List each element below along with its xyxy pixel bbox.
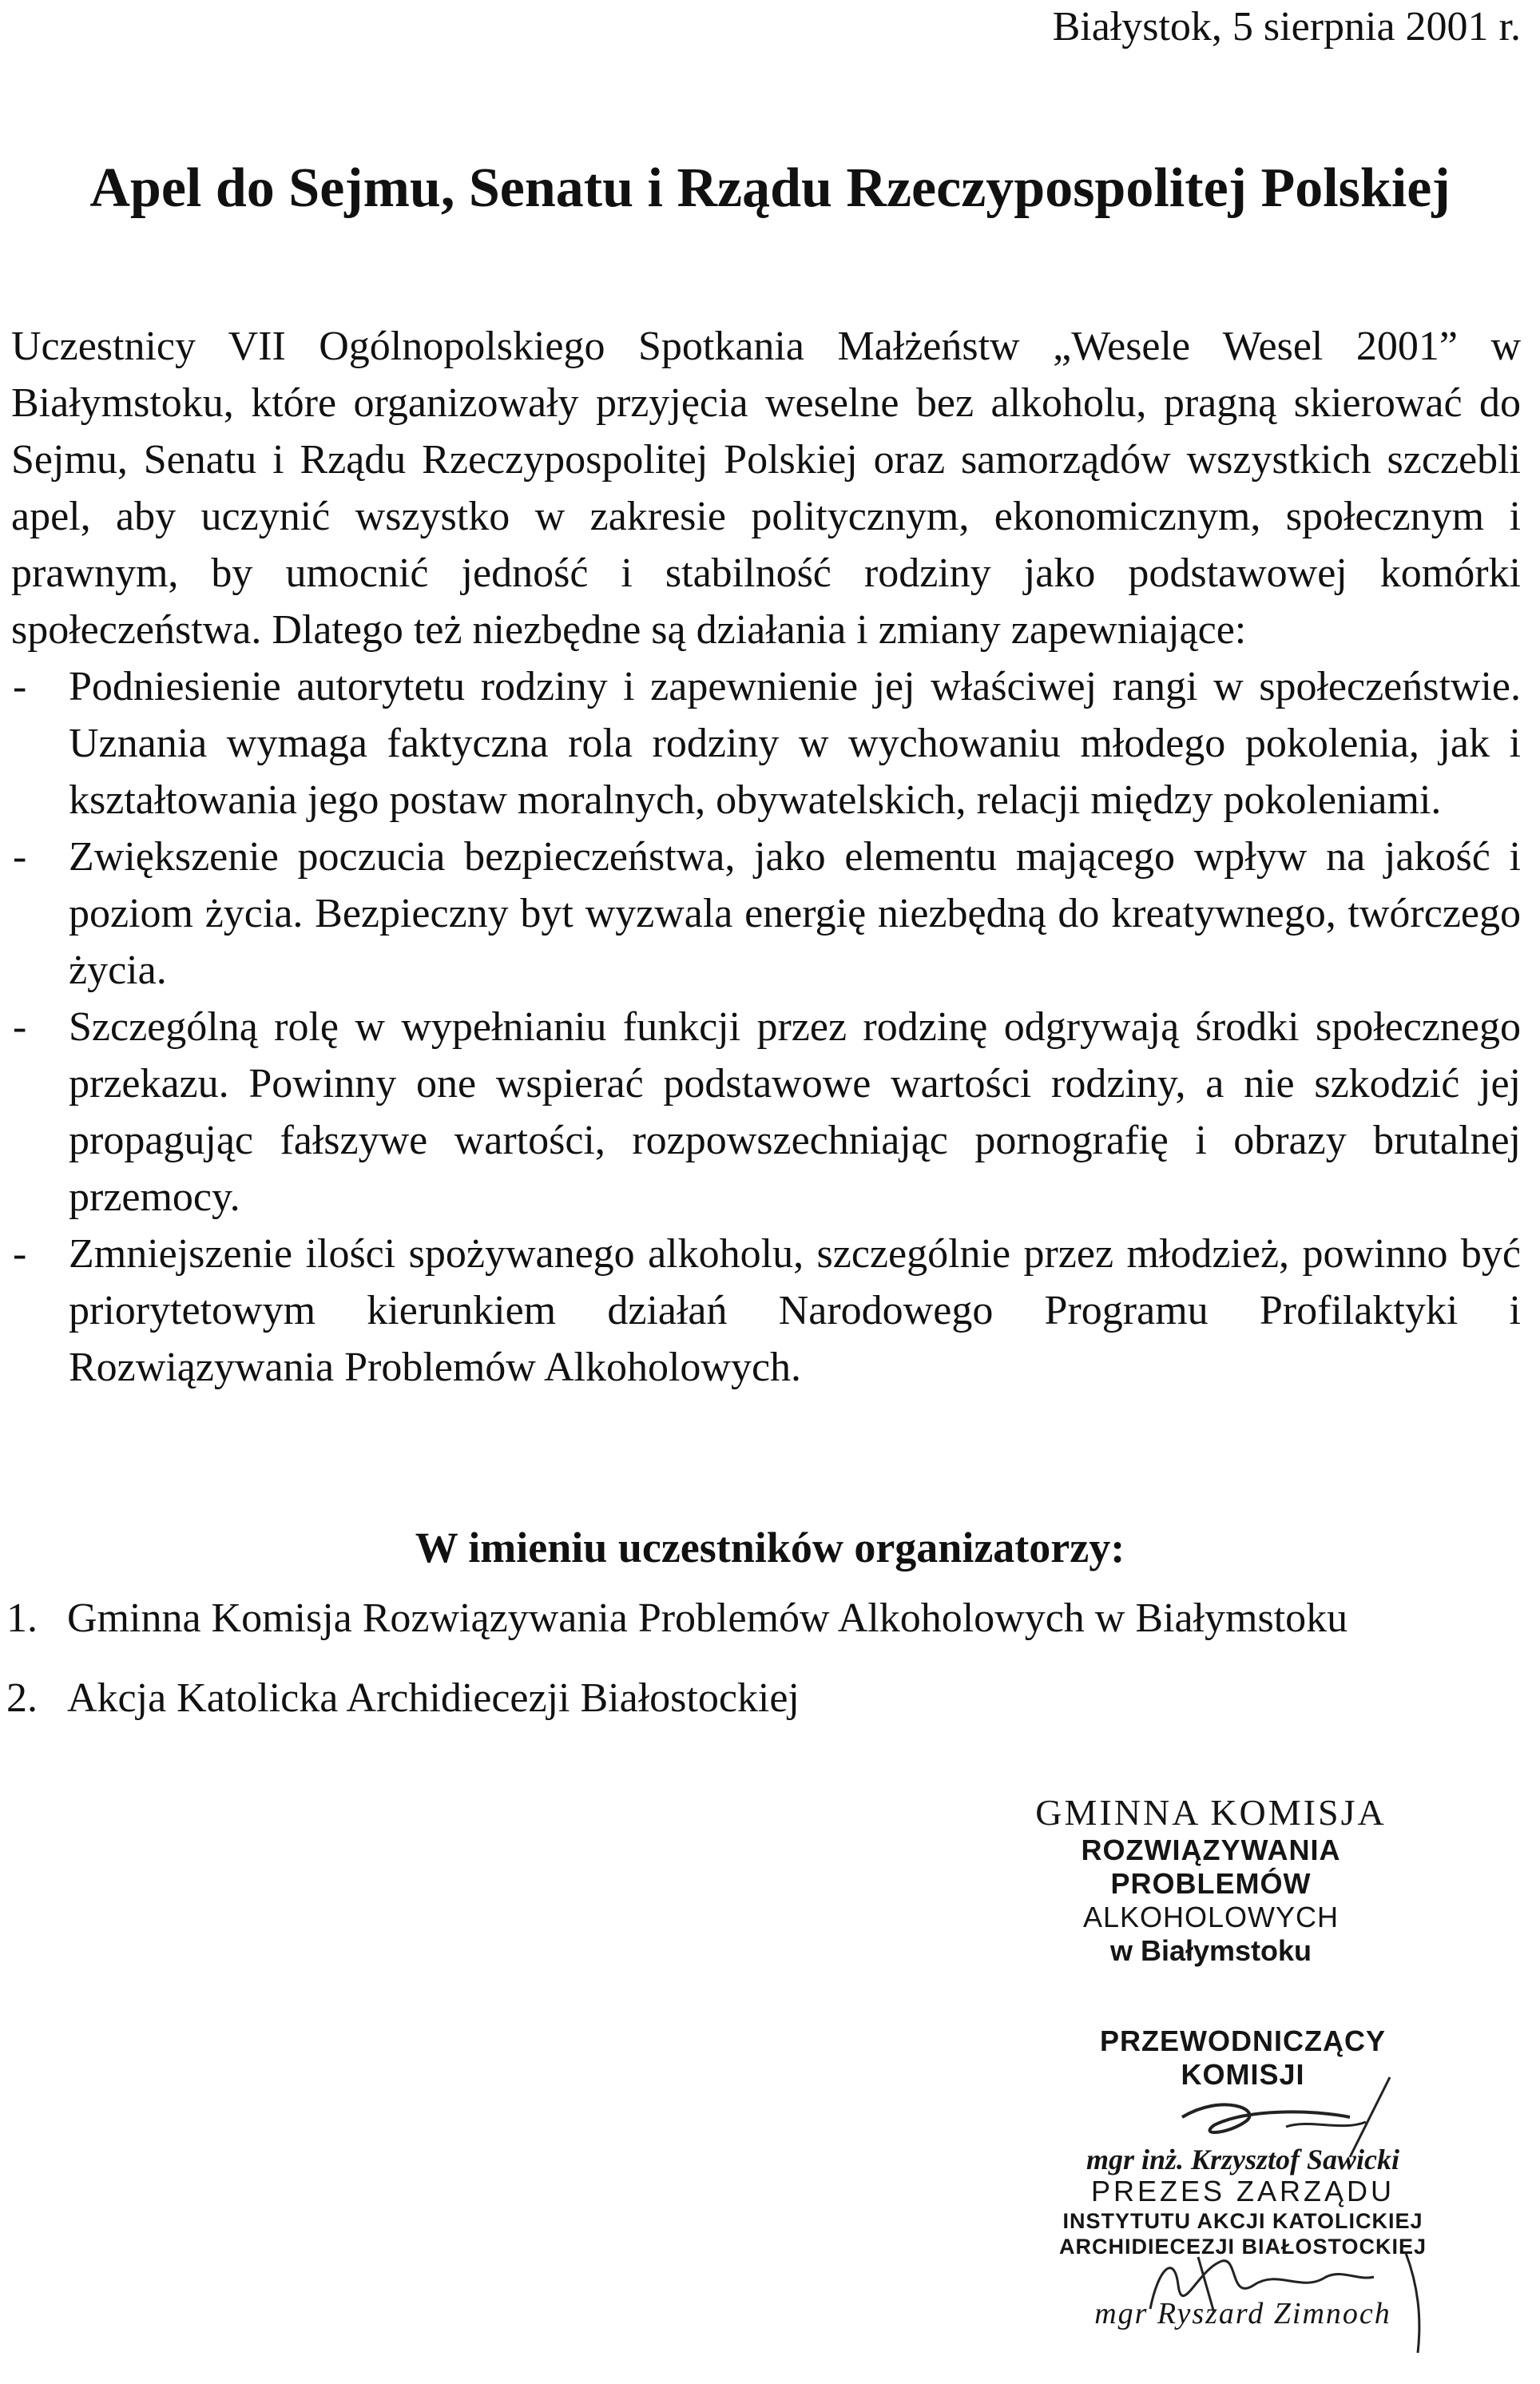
chairman-name: mgr inż. Krzysztof Sawicki <box>1086 2144 1400 2175</box>
document-body <box>11 318 1521 1396</box>
organizer-number: 1. <box>6 1595 38 1641</box>
stamp-line: GMINNA KOMISJA <box>1035 1792 1387 1833</box>
demand-item <box>11 658 1521 828</box>
president-name: mgr Ryszard Zimnoch <box>1094 2297 1391 2330</box>
stamp-line: w Białymstoku <box>1109 1934 1312 1967</box>
document-date: Białystok, 5 sierpnia 2001 r. <box>1052 4 1521 50</box>
demand-item <box>11 828 1521 999</box>
commission-stamp <box>987 1791 1435 1968</box>
dash-bullet: - <box>13 1231 27 1277</box>
demand-text: Podniesienie autorytetu rodziny i zapewnienie jej właściwej rangi w społeczeństwie. Uznania wymaga faktyczna rola rodziny w wychowaniu młodego pokolenia, jak i kształtowania jego postaw moralnych, obywatelskich, relacji między pokoleniami. <box>69 664 1521 823</box>
stamp-line: ALKOHOLOWYCH <box>1082 1901 1340 1933</box>
stamp-line: INSTYTUTU AKCJI KATOLICKIEJ <box>1062 2209 1423 2233</box>
stamp-line: ARCHIDIECEZJI BIAŁOSTOCKIEJ <box>1058 2235 1427 2259</box>
chairman-role: PRZEWODNICZĄCY KOMISJI <box>1100 2024 1386 2091</box>
dash-bullet: - <box>13 1004 27 1050</box>
dash-bullet: - <box>13 834 27 880</box>
intro-paragraph: Uczestnicy VII Ogólnopolskiego Spotkania Małżeństw „Wesele Wesel 2001” w Białymstoku, które organizowały przyjęcia weselne bez alkoholu, pragną skierować do Sejmu, Senatu i Rządu Rzeczypospolitej Polskiej oraz samorządów wszystkich szczebli apel, aby uczynić wszystko w zakresie politycznym, ekonomicznym, społecznym i prawnym, by umocnić jedność i stabilność rodziny jako podstawowej komórki społeczeństwa. Dlatego też niezbędne są działania i zmiany zapewniające: <box>11 324 1521 653</box>
president-role: PREZES ZARZĄDU <box>1090 2175 1395 2207</box>
chairman-signature <box>1150 2061 1438 2165</box>
demand-item <box>11 999 1521 1226</box>
organizer-name: Akcja Katolicka Archidiecezji Białostockiej <box>67 1675 800 1721</box>
demands-list <box>11 658 1521 1396</box>
stamp-line: ROZWIĄZYWANIA PROBLEMÓW <box>1081 1834 1341 1900</box>
organizer-item <box>6 1590 1348 1647</box>
organizer-item <box>6 1670 1348 1727</box>
president-signature <box>1102 2237 1470 2357</box>
demand-text: Zmniejszenie ilości spożywanego alkoholu, szczególnie przez młodzież, powinno być priorytetowym kierunkiem działań Narodowego Programu Profilaktyki i Rozwiązywania Problemów Alkoholowych. <box>69 1231 1521 1390</box>
organizers-list <box>6 1590 1348 1750</box>
document-title: Apel do Sejmu, Senatu i Rządu Rzeczypospolitej Polskiej <box>89 157 1451 219</box>
demand-item <box>11 1226 1521 1396</box>
demand-text: Szczególną rolę w wypełnianiu funkcji przez rodzinę odgrywają środki społecznego przekazu. Powinny one wspierać podstawowe wartości rodziny, a nie szkodzić jej propagując fałszywe wartości, rozpowszechniając pornografię i obrazy brutalnej przemocy. <box>69 1004 1521 1220</box>
signoff-heading: W imieniu uczestników organizatorzy: <box>415 1524 1125 1571</box>
dash-bullet: - <box>13 664 27 709</box>
demand-text: Zwiększenie poczucia bezpieczeństwa, jako elementu mającego wpływ na jakość i poziom życia. Bezpieczny byt wyzwala energię niezbędną do kreatywnego, twórczego życia. <box>69 834 1521 993</box>
organizer-name: Gminna Komisja Rozwiązywania Problemów Alkoholowych w Białymstoku <box>67 1595 1348 1641</box>
organizer-number: 2. <box>6 1675 38 1721</box>
